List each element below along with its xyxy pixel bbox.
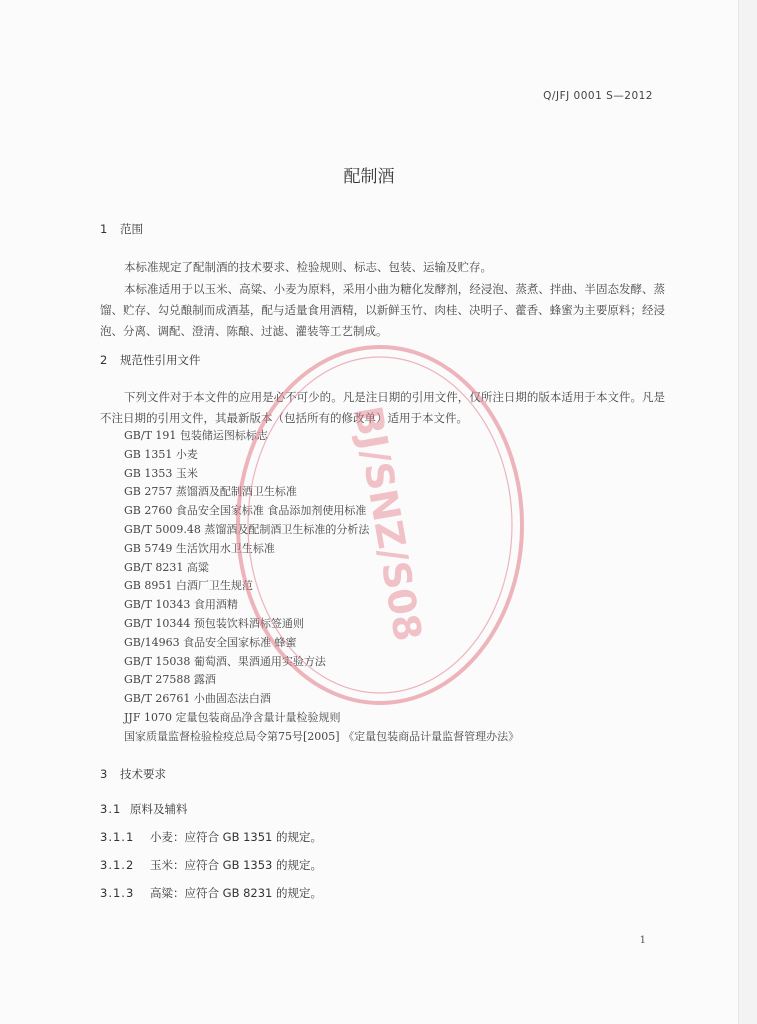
clause-number: 3.1.2 <box>100 858 135 872</box>
reference-item: GB/T 26761 小曲固态法白酒 <box>124 692 271 706</box>
reference-item: GB/T 10343 食用酒精 <box>124 598 238 612</box>
reference-item: GB 2757 蒸馏酒及配制酒卫生标准 <box>124 485 297 499</box>
reference-item: GB 2760 食品安全国家标准 食品添加剂使用标准 <box>124 504 367 518</box>
section-2-heading <box>100 352 201 368</box>
reference-item: JJF 1070 定量包装商品净含量计量检验规则 <box>124 710 341 724</box>
reference-item: GB 1353 玉米 <box>124 466 198 480</box>
reference-item: GB/T 10344 预包装饮料酒标签通则 <box>124 616 304 630</box>
reference-item: 国家质量监督检验检疫总局令第75号[2005] 《定量包装商品计量监督管理办法》 <box>124 729 520 743</box>
subsection-title: 原料及辅料 <box>130 802 188 816</box>
section-title: 范围 <box>120 222 143 236</box>
section-title: 规范性引用文件 <box>120 353 201 367</box>
reference-item: GB/T 15038 葡萄酒、果酒通用实验方法 <box>124 654 326 668</box>
section-title: 技术要求 <box>120 767 166 781</box>
reference-item: GB 5749 生活饮用水卫生标准 <box>124 541 275 555</box>
clause-text: 高粱：应符合 GB 8231 的规定。 <box>150 886 323 900</box>
reference-item: GB/T 5009.48 蒸馏酒及配制酒卫生标准的分析法 <box>124 522 370 536</box>
reference-item: GB/14963 食品安全国家标准 蜂蜜 <box>124 635 297 649</box>
clause-3-1-3 <box>100 885 322 901</box>
section-1-heading <box>100 221 143 237</box>
clause-3-1-2 <box>100 857 322 873</box>
section-number: 1 <box>100 222 108 236</box>
subsection-number: 3.1 <box>100 802 122 816</box>
reference-item: GB 8951 白酒厂卫生规范 <box>124 579 253 593</box>
clause-text: 玉米：应符合 GB 1353 的规定。 <box>150 858 323 872</box>
document-title: 配制酒 <box>343 167 395 187</box>
reference-item: GB/T 27588 露酒 <box>124 673 216 687</box>
reference-item: GB/T 191 包装储运图标标志 <box>124 429 268 442</box>
subsection-3-1-heading <box>100 801 188 817</box>
section-number: 3 <box>100 767 108 781</box>
clause-number: 3.1.3 <box>100 886 135 900</box>
reference-list <box>124 427 519 747</box>
scope-paragraph-2: 本标准适用于以玉米、高粱、小麦为原料，采用小曲为糖化发酵剂，经浸泡、蒸煮、拌曲、半固态发酵、蒸馏、贮存、勾兑酿制而成酒基，配与适量食用酒精，以新鲜玉竹、肉桂、决明子、藿香、蜂蜜为主要原料；经浸泡、分离、调配、澄清、陈酿、过滤、灌装等工艺制成。 <box>100 282 665 338</box>
clause-text: 小麦：应符合 GB 1351 的规定。 <box>150 830 323 844</box>
section-3-heading <box>100 766 166 782</box>
normative-intro: 下列文件对于本文件的应用是必不可少的。凡是注日期的引用文件，仅所注日期的版本适用于本文件。凡是不注日期的引用文件，其最新版本（包括所有的修改单）适用于本文件。 <box>100 390 665 425</box>
document-code: Q/JFJ 0001 S—2012 <box>543 90 653 102</box>
reference-item: GB 1351 小麦 <box>124 447 198 461</box>
clause-3-1-1 <box>100 829 322 845</box>
scope-paragraph-1: 本标准规定了配制酒的技术要求、检验规则、标志、包装、运输及贮存。 <box>124 260 492 274</box>
clause-number: 3.1.1 <box>100 830 135 844</box>
reference-item: GB/T 8231 高粱 <box>124 560 209 574</box>
section-number: 2 <box>100 353 108 367</box>
page-number: 1 <box>639 935 646 946</box>
seal-inner-text: BJ/SNZ/S08 <box>345 402 431 645</box>
